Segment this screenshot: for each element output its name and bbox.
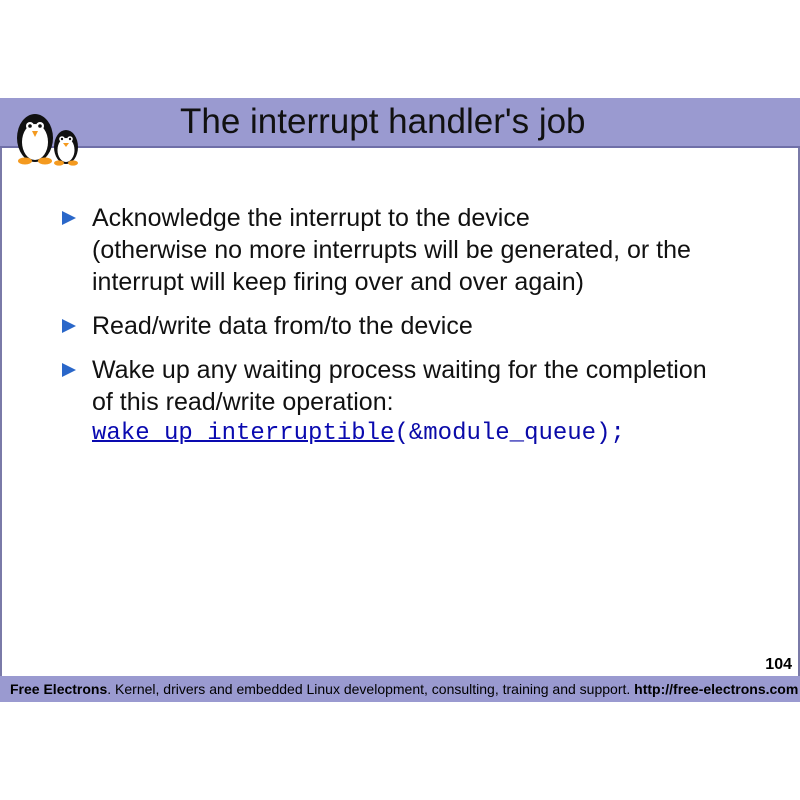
bullet-line: Wake up any waiting process waiting for the completion: [92, 356, 707, 384]
blue-triangle-bullet-icon: [62, 319, 76, 333]
bullet-line: Read/write data from/to the device: [92, 312, 473, 340]
footer-text: . Kernel, drivers and embedded Linux development, consulting, training and support.: [107, 681, 635, 697]
title-bar: [0, 98, 800, 148]
code-line: [92, 418, 762, 450]
footer: [0, 676, 800, 702]
bullet-wake-up: [62, 354, 762, 450]
bullet-read-write: [62, 310, 762, 342]
bullet-acknowledge: [62, 202, 762, 298]
footer-brand: Free Electrons: [10, 681, 108, 697]
blue-triangle-bullet-icon: [62, 363, 76, 377]
slide: [0, 98, 800, 702]
bullet-list: [62, 202, 762, 462]
slide-title: The interrupt handler's job: [180, 102, 586, 141]
blue-triangle-bullet-icon: [62, 211, 76, 225]
code-arguments: (&module_queue);: [394, 420, 625, 447]
bullet-line: of this read/write operation:: [92, 388, 394, 416]
slide-number: 104: [765, 656, 792, 673]
wake-up-interruptible-link[interactable]: wake_up_interruptible: [92, 420, 395, 447]
footer-url-link[interactable]: http://free-electrons.com: [634, 681, 799, 697]
bullet-line: Acknowledge the interrupt to the device: [92, 204, 530, 232]
bullet-line: interrupt will keep firing over and over again): [92, 268, 584, 296]
bullet-line: (otherwise no more interrupts will be generated, or the: [92, 236, 691, 264]
